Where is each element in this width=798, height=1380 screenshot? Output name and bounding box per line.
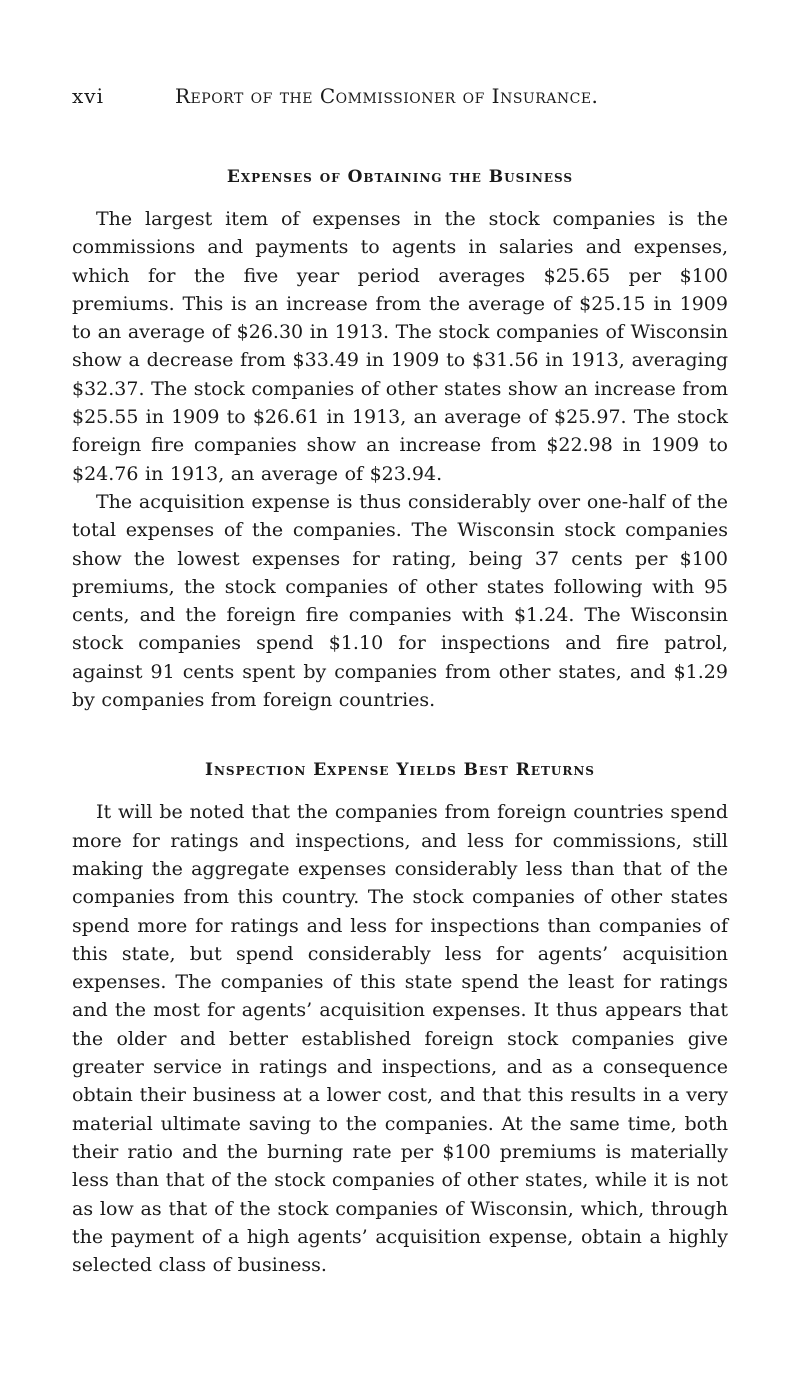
section-heading-expenses: Expenses of Obtaining the Business bbox=[226, 167, 574, 187]
document-page bbox=[72, 84, 728, 1279]
paragraph: The acquisition expense is thus considerably over one-half of the total expenses of the companies. The Wisconsin stock companies show the lowest expenses for rating, being 37 cents per $100 premiums, the stock companies of other states following with 95 cents, and the foreign fire companies with $1.24. The Wisconsin stock companies spend $1.10 for inspections and fire patrol, against 91 cents spent by companies from other states, and $1.29 by companies from foreign countries. bbox=[72, 490, 728, 712]
paragraph: The largest item of expenses in the stock companies is the commissions and payments to agents in salaries and expenses, which for the five year period averages $25.65 per $100 premiums. This is an increase from the average of $25.15 in 1909 to an average of $26.30 in 1913. The stock companies of Wisconsin show a decrease from $33.49 in 1909 to $31.56 in 1913, averaging $32.37. The stock companies of other states show an increase from $25.55 in 1909 to $26.61 in 1913, an average of $25.97. The stock foreign fire companies show an increase from $22.98 in 1909 to $24.76 in 1913, an average of $23.94. bbox=[72, 208, 728, 485]
running-header bbox=[72, 84, 728, 120]
page-number: xvi bbox=[72, 84, 104, 108]
paragraph: It will be noted that the companies from foreign countries spend more for ratings and inspections, and less for commissions, still making the aggregate expenses considerably less than that of the companies from this country. The stock companies of other states spend more for ratings and less for inspections than companies of this state, but spend considerably less for agents’ acquisition expenses. The companies of this state spend the least for ratings and the most for agents’ acquisition expenses. It thus appears that the older and better established foreign stock companies give greater service in ratings and inspections, and as a consequence obtain their business at a lower cost, and that this results in a very material ultimate saving to the companies. At the same time, both their ratio and the burning rate per $100 premiums is materially less than that of the stock companies of other states, while it is not as low as that of the stock companies of Wisconsin, which, through the payment of a high agents’ acquisition expense, obtain a highly selected class of business. bbox=[72, 801, 728, 1277]
section-heading-inspection: Inspection Expense Yields Best Returns bbox=[205, 760, 595, 781]
report-title: Report of the Commissioner of Insurance. bbox=[175, 84, 599, 108]
